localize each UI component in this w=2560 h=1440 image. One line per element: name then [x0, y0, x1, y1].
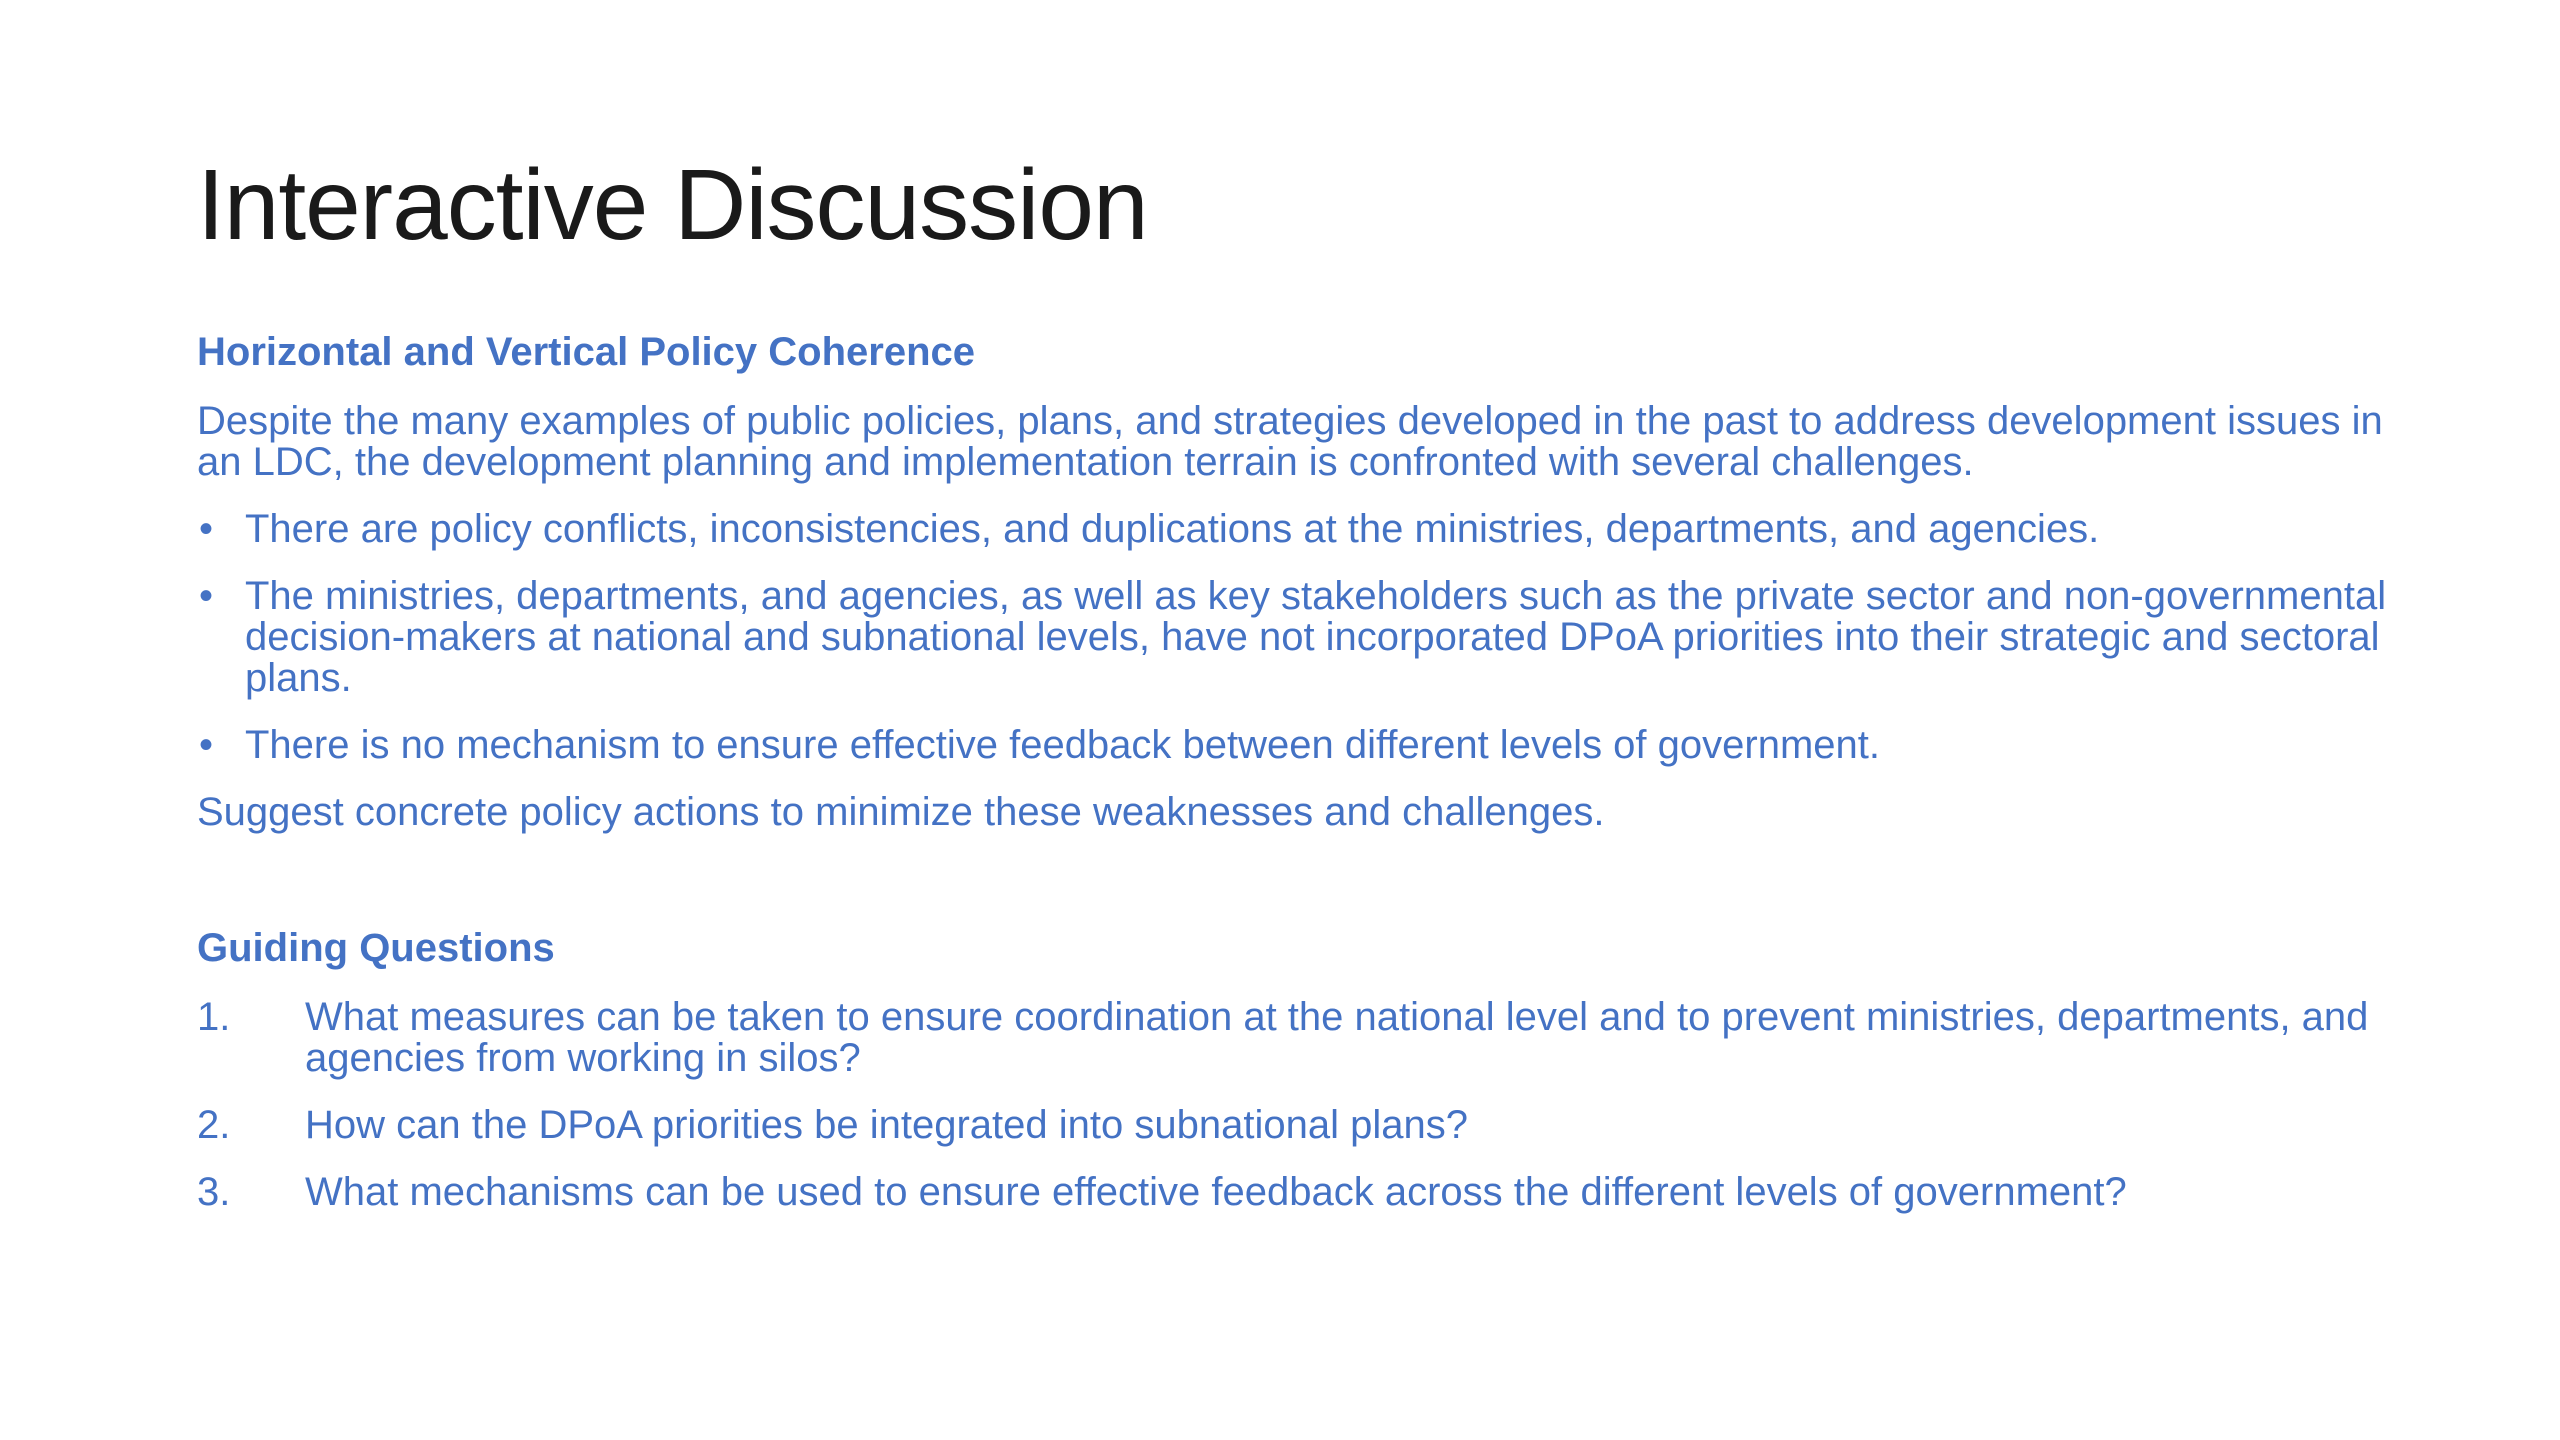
list-item: [197, 1172, 2397, 1213]
list-item-number: 1.: [197, 995, 231, 1039]
list-item-number: 3.: [197, 1170, 231, 1214]
list-item: [197, 509, 2397, 550]
slide-content: [197, 332, 2397, 1239]
list-item: [197, 576, 2397, 699]
list-item-text: What measures can be taken to ensure coordination at the national level and to prevent ministries, departments, and agencies from working in silos?: [305, 995, 2369, 1080]
list-item: [197, 725, 2397, 766]
bullet-icon: •: [199, 507, 214, 551]
closing-paragraph: Suggest concrete policy actions to minimize these weaknesses and challenges.: [197, 790, 1605, 834]
questions-list: [197, 997, 2397, 1213]
list-item-number: 2.: [197, 1103, 231, 1147]
intro-paragraph: Despite the many examples of public policies, plans, and strategies developed in the past to address development issues in an LDC, the development planning and implementation terrain is confronted with several challenges.: [197, 399, 2383, 484]
list-item-text: The ministries, departments, and agencies, as well as key stakeholders such as the private sector and non-governmental decision-makers at national and subnational levels, have not incorporated DPoA priorities into their strategic and sectoral plans.: [245, 574, 2387, 700]
bullet-icon: •: [199, 723, 214, 767]
list-item-text: There is no mechanism to ensure effective feedback between different levels of government.: [245, 723, 1880, 767]
slide-title: Interactive Discussion: [197, 149, 1148, 261]
list-item: [197, 997, 2397, 1079]
list-item-text: What mechanisms can be used to ensure effective feedback across the different levels of government?: [305, 1170, 2127, 1214]
bullet-icon: •: [199, 574, 214, 618]
list-item-text: How can the DPoA priorities be integrated into subnational plans?: [305, 1103, 1468, 1147]
list-item-text: There are policy conflicts, inconsistencies, and duplications at the ministries, departments, and agencies.: [245, 507, 2100, 551]
challenges-list: [197, 509, 2397, 766]
list-item: [197, 1105, 2397, 1146]
section-heading-guiding-questions: Guiding Questions: [197, 926, 555, 970]
section-heading-policy-coherence: Horizontal and Vertical Policy Coherence: [197, 330, 976, 374]
